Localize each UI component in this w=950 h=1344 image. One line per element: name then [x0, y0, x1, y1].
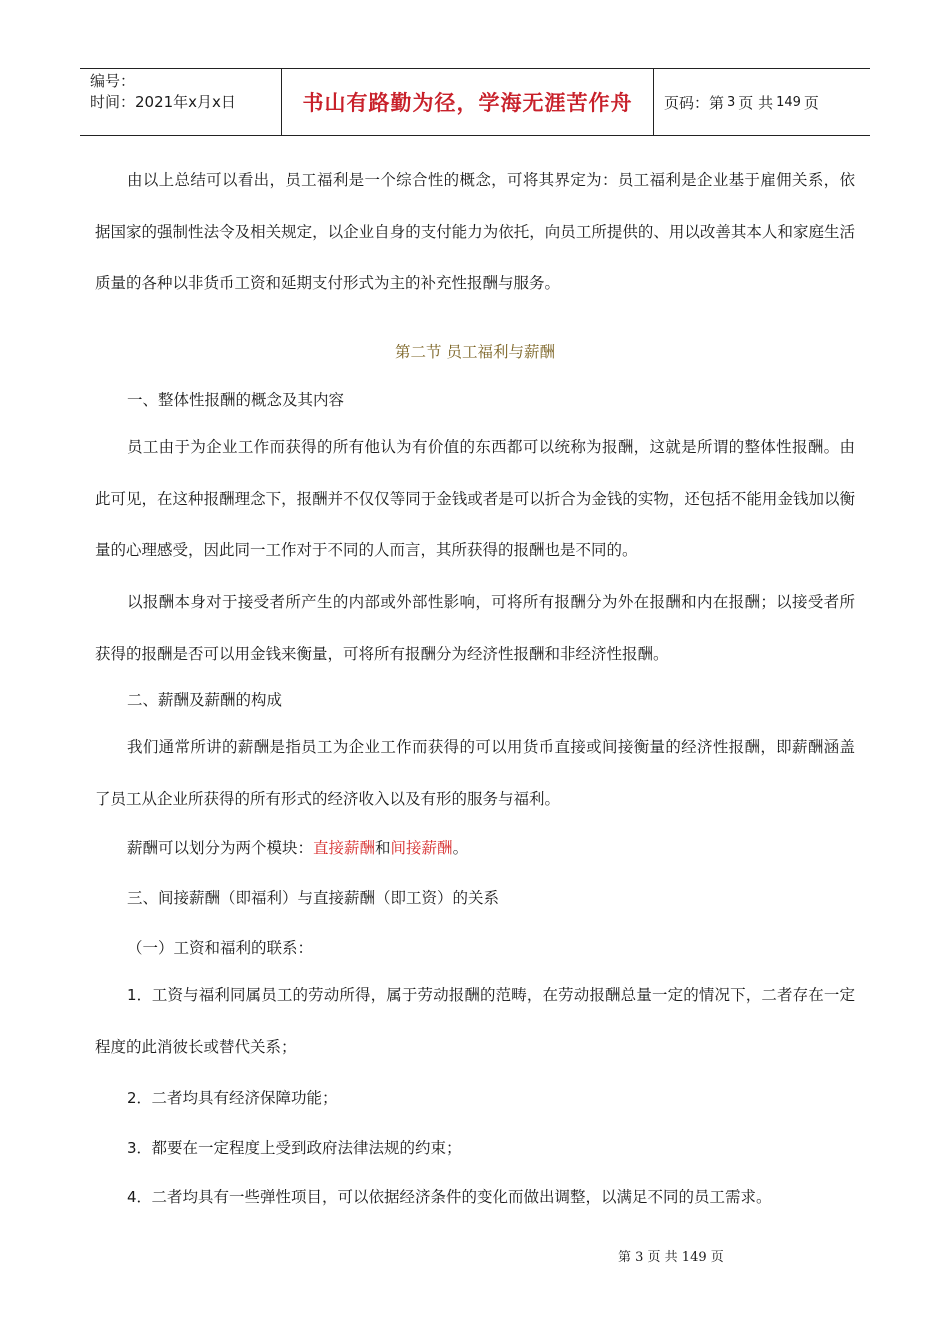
page-mid: 页 共: [738, 93, 774, 112]
list-item-4-text: 二者均具有一些弹性项目，可以依据经济条件的变化而做出调整，以满足不同的员工需求。: [151, 1188, 772, 1206]
page-total: 149: [776, 94, 801, 110]
list-item-3: [127, 1136, 462, 1158]
list-item-4: [127, 1185, 772, 1207]
heading-relationship: 三、间接薪酬（即福利）与直接薪酬（即工资）的关系: [127, 889, 500, 907]
heading-overall-reward: 一、整体性报酬的概念及其内容: [127, 391, 345, 409]
indirect-compensation-link[interactable]: 间接薪酬: [390, 839, 453, 857]
paragraph-definition: 由以上总结可以看出，员工福利是一个综合性的概念，可将其界定为：员工福利是企业基于雇佣关系，依据国家的强制性法令及相关规定，以企业自身的支付能力为依托，向员工所提供的、用以改善其本人和家庭生活质量的各种以非货币工资和延期支付形式为主的补充性报酬与服务。: [95, 171, 855, 292]
modules-and: 和: [375, 839, 391, 857]
page-current: 3: [727, 94, 736, 110]
list-item-2-text: 二者均具有经济保障功能；: [151, 1089, 338, 1107]
list-item-1: [95, 970, 855, 1073]
paragraph-compensation: 我们通常所讲的薪酬是指员工为企业工作而获得的可以用货币直接或间接衡量的经济性报酬，即薪酬涵盖了员工从企业所获得的所有形式的经济收入以及有形的服务与福利。: [95, 738, 855, 808]
page-suffix: 页: [803, 93, 819, 112]
footer-page-number: 第 3 页 共 149 页: [618, 1250, 724, 1265]
page-header: [80, 68, 870, 136]
paragraph-reward-classification: 以报酬本身对于接受者所产生的内部或外部性影响，可将所有报酬分为外在报酬和内在报酬；以接受者所获得的报酬是否可以用金钱来衡量，可将所有报酬分为经济性报酬和非经济性报酬。: [95, 593, 855, 663]
page-prefix: 页码：第: [664, 93, 725, 112]
paragraph-modules: [127, 836, 468, 858]
list-item-1-text: 工资与福利同属员工的劳动所得，属于劳动报酬的范畴，在劳动报酬总量一定的情况下，二者存在一定程度的此消彼长或替代关系；: [95, 986, 855, 1056]
direct-compensation-link[interactable]: 直接薪酬: [313, 839, 376, 857]
paragraph-overall-reward: 员工由于为企业工作而获得的所有他认为有价值的东西都可以统称为报酬，这就是所谓的整体性报酬。由此可见，在这种报酬理念下，报酬并不仅仅等同于金钱或者是可以折合为金钱的实物，还包括不能用金钱加以衡量的心理感受，因此同一工作对于不同的人而言，其所获得的报酬也是不同的。: [95, 438, 855, 559]
list-item-1-number: 1．: [127, 986, 152, 1004]
list-item-2-number: 2．: [127, 1089, 152, 1107]
section-title: 第二节 员工福利与薪酬: [395, 343, 555, 361]
list-item-4-number: 4．: [127, 1188, 152, 1206]
heading-compensation: 二、薪酬及薪酬的构成: [127, 691, 283, 709]
header-meta: [80, 69, 282, 135]
modules-end: 。: [452, 839, 469, 857]
modules-intro: 薪酬可以划分为两个模块：: [127, 839, 314, 857]
serial-label: 编号：: [90, 72, 136, 90]
header-motto: 书山有路勤为径，学海无涯苦作舟: [282, 69, 654, 135]
date-text: 时间：2021年x月x日: [90, 93, 236, 111]
header-page-info: [654, 69, 870, 135]
list-item-3-number: 3．: [127, 1139, 152, 1157]
list-item-2: [127, 1086, 338, 1108]
heading-connection: （一）工资和福利的联系：: [127, 939, 314, 957]
list-item-3-text: 都要在一定程度上受到政府法律法规的约束；: [151, 1139, 462, 1157]
